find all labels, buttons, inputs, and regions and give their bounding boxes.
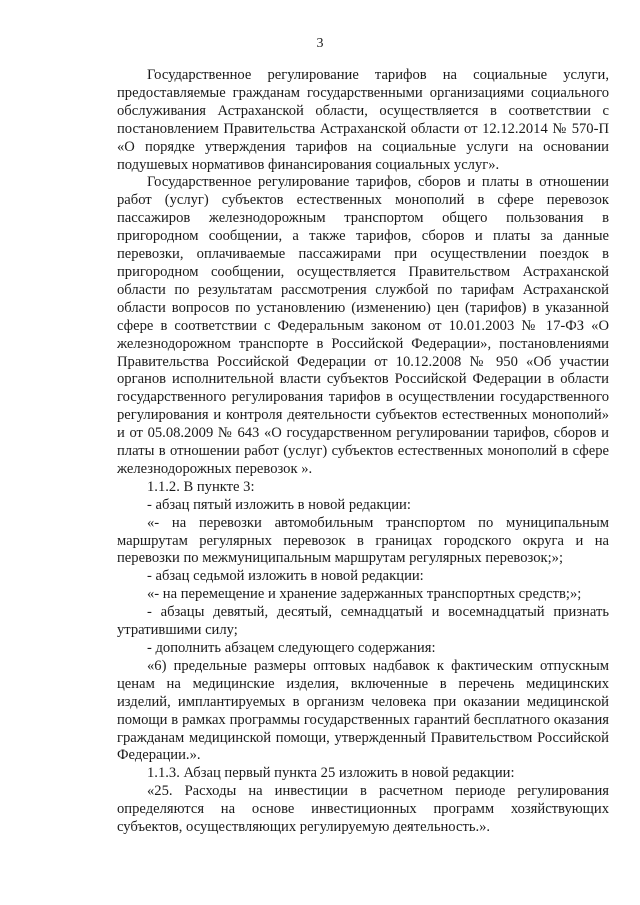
paragraph-quote-vehicle-storage: «- на перемещение и хранение задержанных транспортных средств;»; [147, 586, 582, 603]
paragraph-quote-auto-transport: «- на перевозки автомобильным транспортом по муниципальным маршрутам регулярных перевозок в границах городского округа и на перевозки по межмуниципальным маршрутам регулярных перевозок;»; [117, 514, 609, 567]
paragraph-item-1-1-2: 1.1.2. В пункте 3: [147, 478, 255, 495]
paragraph-railway-tariffs: Государственное регулирование тарифов, сборов и платы в отношении работ (услуг) субъектов естественных монополий в сфере перевозок пассажиров железнодорожным транспортом общего пользования в пригородном сообщении, а также тарифов, сборов и платы за данные перевозки, оплачиваемые пассажирами при осуществлении поездок в пригородном сообщении, осуществляется Правительством Астраханской области по результатам рассмотрения службой по тарифам Астраханской области вопросов по установлению (изменению) цен (тарифов) в указанной сфере в соответствии с Федеральным законом от 10.01.2003 № 17-ФЗ «О железнодорожном транспорте в Российской Федерации», постановлениями Правительства Российской Федерации от 10.12.2008 № 950 «Об участии органов исполнительной власти субъектов Российской Федерации в области государственного регулирования тарифов в осуществлении государственного регулирования и контроля деятельности субъектов естественных монополий» и от 05.08.2009 № 643 «О государственном регулировании тарифов, сборов и платы в отношении работ (услуг) субъектов естественных монополий в сфере железнодорожных перевозок ». [117, 174, 609, 477]
paragraph-quote-medical-devices: «6) предельные размеры оптовых надбавок к фактическим отпускным ценам на медицинские изделия, включенные в перечень медицинских изделий, имплантируемых в организм человека при оказании медицинской помощи в рамках программы государственных гарантий бесплатного оказания гражданам медицинской помощи, утвержденный Правительством Российской Федерации.». [117, 657, 609, 764]
paragraph-item-1-1-3: 1.1.3. Абзац первый пункта 25 изложить в новой редакции: [147, 765, 515, 782]
paragraph-repeal-abzacy: - абзацы девятый, десятый, семнадцатый и восемнадцатый признать утратившими силу; [117, 604, 609, 639]
paragraph-quote-investments: «25. Расходы на инвестиции в расчетном периоде регулирования определяются на основе инвестиционных программ хозяйствующих субъектов, осуществляющих регулируемую деятельность.». [117, 783, 609, 836]
paragraph-amend-seventh: - абзац седьмой изложить в новой редакции: [147, 568, 424, 585]
paragraph-social-services-tariffs: Государственное регулирование тарифов на социальные услуги, предоставляемые гражданам государственными организациями социального обслуживания Астраханской области, осуществляется в соответствии с постановлением Правительства Астраханской области от 12.12.2014 № 570-П «О порядке утверждения тарифов на социальные услуги на основании подушевых нормативов финансирования социальных услуг». [117, 67, 609, 173]
paragraph-amend-fifth: - абзац пятый изложить в новой редакции: [147, 496, 411, 513]
page-number: 3 [316, 36, 324, 51]
paragraph-add-abzac: - дополнить абзацем следующего содержания: [147, 640, 436, 656]
document-body [117, 67, 609, 837]
